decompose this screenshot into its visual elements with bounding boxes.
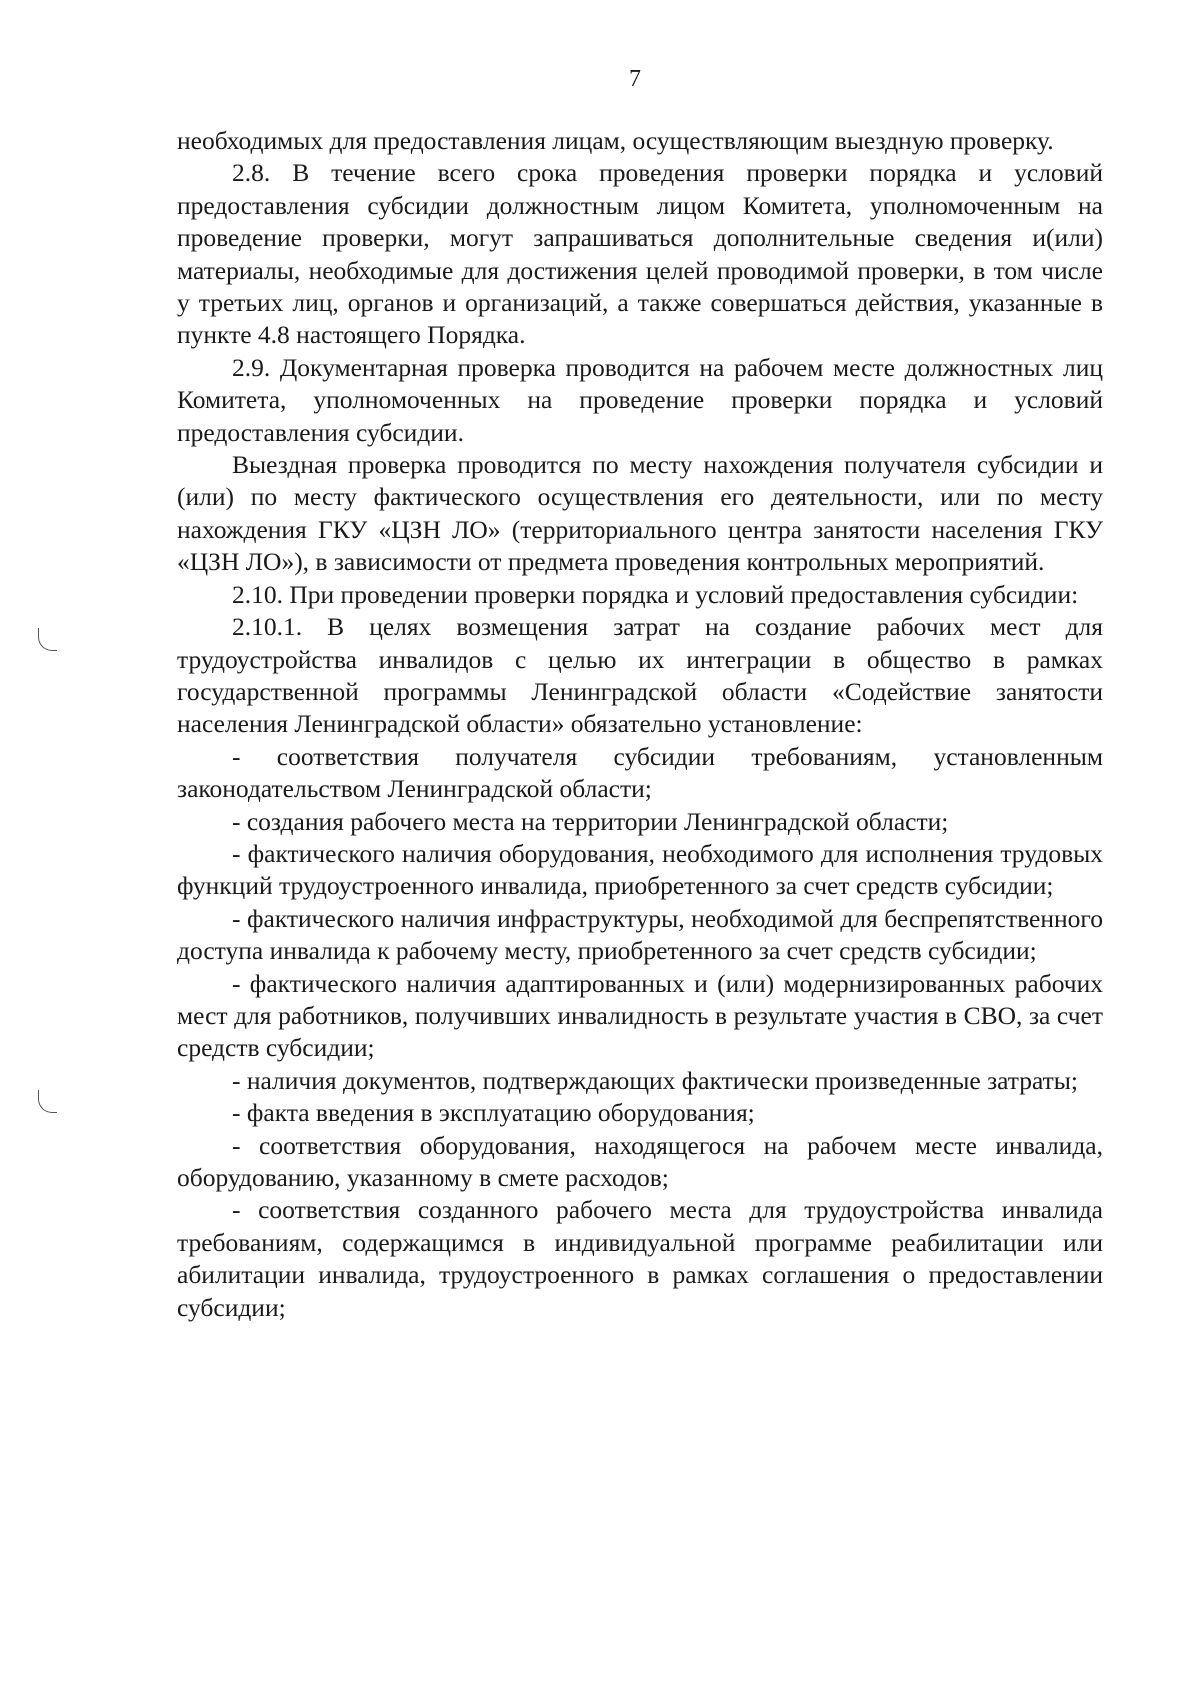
- paragraph-2-9: 2.9. Документарная проверка проводится на рабочем месте должностных лиц Комитета, уполномоченных на проведение проверки порядка и условий предоставления субсидии.: [177, 352, 1103, 447]
- punch-hole-mark: [38, 628, 57, 651]
- list-item: - наличия документов, подтверждающих фактически произведенные затраты;: [232, 1065, 1079, 1095]
- page-number: 7: [629, 66, 641, 92]
- punch-hole-mark: [38, 1090, 57, 1113]
- list-item: - факта введения в эксплуатацию оборудования;: [232, 1098, 755, 1128]
- list-item: - фактического наличия инфраструктуры, необходимой для беспрепятственного доступа инвалида к рабочему месту, приобретенного за счет средств субсидии;: [177, 903, 1103, 966]
- list-item: - фактического наличия оборудования, необходимого для исполнения трудовых функций трудоустроенного инвалида, приобретенного за счет средств субсидии;: [177, 838, 1103, 901]
- list-item: - соответствия созданного рабочего места для трудоустройства инвалида требованиям, содержащимся в индивидуальной программе реабилитации или абилитации инвалида, трудоустроенного в рамках соглашения о предоставлении субсидии;: [177, 1195, 1103, 1322]
- paragraph-field-inspection: Выездная проверка проводится по месту нахождения получателя субсидии и (или) по месту фактического осуществления его деятельности, или по месту нахождения ГКУ «ЦЗН ЛО» (территориального центра занятости населения ГКУ «ЦЗН ЛО»), в зависимости от предмета проведения контрольных мероприятий.: [177, 450, 1103, 577]
- list-item: - соответствия получателя субсидии требованиям, установленным законодательством Ленинградской области;: [177, 741, 1103, 804]
- paragraph-2-10: 2.10. При проведении проверки порядка и условий предоставления субсидии:: [232, 579, 1079, 609]
- list-item: - фактического наличия адаптированных и (или) модернизированных рабочих мест для работников, получивших инвалидность в результате участия в СВО, за счет средств субсидии;: [177, 968, 1103, 1063]
- paragraph-2-8: 2.8. В течение всего срока проведения проверки порядка и условий предоставления субсидии должностным лицом Комитета, уполномоченным на проведение проверки, могут запрашиваться дополнительные сведения и(или) материалы, необходимые для достижения целей проводимой проверки, в том числе у третьих лиц, органов и организаций, а также совершаться действия, указанные в пункте 4.8 настоящего Порядка.: [177, 158, 1103, 350]
- list-item: - соответствия оборудования, находящегося на рабочем месте инвалида, оборудованию, указанному в смете расходов;: [177, 1130, 1103, 1192]
- list-item: - создания рабочего места на территории Ленинградской области;: [232, 806, 949, 836]
- paragraph-2-10-1: 2.10.1. В целях возмещения затрат на создание рабочих мест для трудоустройства инвалидов с целью их интеграции в общество в рамках государственной программы Ленинградской области «Содействие занятости населения Ленинградской области» обязательно установление:: [177, 612, 1103, 739]
- paragraph-continuation: необходимых для предоставления лицам, осуществляющим выездную проверку.: [177, 126, 1054, 155]
- document-body: [177, 125, 1103, 1324]
